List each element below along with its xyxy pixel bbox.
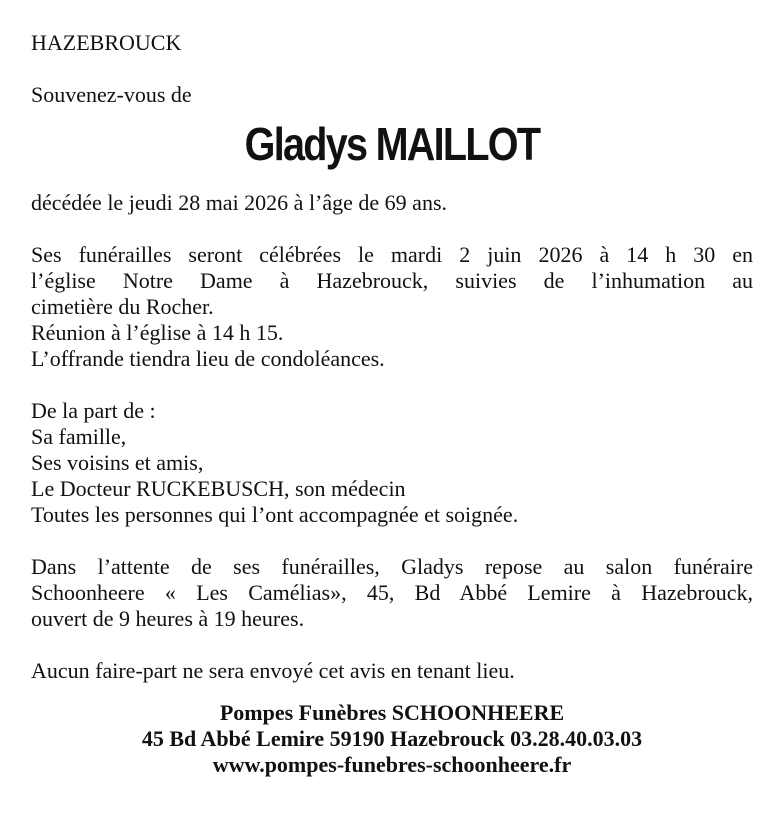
from-heading: De la part de : [31, 398, 156, 423]
deceased-name: Gladys MAILLOT [244, 118, 540, 170]
town-label: HAZEBROUCK [31, 30, 182, 55]
notice-text: Aucun faire-part ne sera envoyé cet avis en tenant lieu. [31, 658, 515, 683]
rest-paragraph [31, 554, 753, 632]
funeral-line: Ses funérailles seront célébrées le mardi 2 juin 2026 à 14 h 30 en [31, 242, 753, 267]
company-name: Pompes Funèbres SCHOONHEERE [219, 700, 565, 725]
from-paragraph [31, 398, 753, 528]
funeral-line: L’offrande tiendra lieu de condoléances. [31, 346, 385, 371]
company-website: www.pompes-funebres-schoonheere.fr [212, 752, 572, 777]
funeral-paragraph [31, 242, 753, 372]
from-item: Ses voisins et amis, [31, 450, 204, 475]
funeral-line: Réunion à l’église à 14 h 15. [31, 320, 284, 345]
from-item: Toutes les personnes qui l’ont accompagnée et soignée. [31, 502, 519, 527]
spacer [31, 528, 753, 554]
funeral-line: l’église Notre Dame à Hazebrouck, suivies de l’inhumation au [31, 268, 753, 293]
spacer [31, 372, 753, 398]
spacer [31, 632, 753, 658]
rest-line: Dans l’attente de ses funérailles, Gladys repose au salon funéraire [31, 554, 753, 579]
spacer [31, 56, 753, 82]
company-address: 45 Bd Abbé Lemire 59190 Hazebrouck 03.28.40.03.03 [141, 726, 643, 751]
rest-line: Schoonheere « Les Camélias», 45, Bd Abbé Lemire à Hazebrouck, [31, 580, 753, 605]
from-item: Sa famille, [31, 424, 127, 449]
death-text: décédée le jeudi 28 mai 2026 à l’âge de 69 ans. [31, 190, 448, 215]
spacer [31, 216, 753, 242]
funeral-line: cimetière du Rocher. [31, 294, 214, 319]
rest-line: ouvert de 9 heures à 19 heures. [31, 606, 305, 631]
from-item: Le Docteur RUCKEBUSCH, son médecin [31, 476, 406, 501]
funeral-home-footer [31, 700, 753, 778]
intro-text: Souvenez-vous de [31, 82, 192, 107]
